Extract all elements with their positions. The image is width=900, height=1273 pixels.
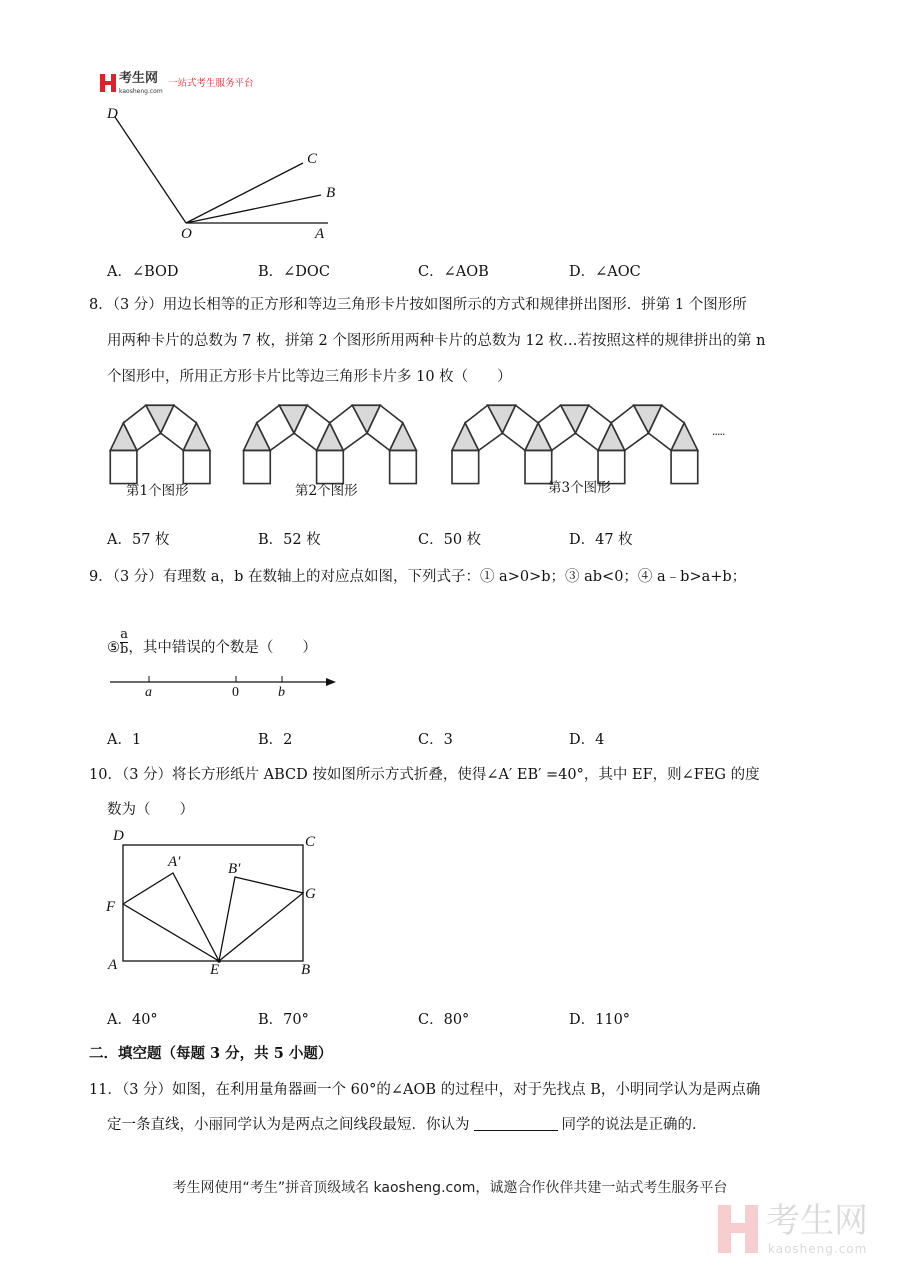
- q8-caption-3: 第3个图形: [548, 480, 611, 496]
- label-A: A: [315, 226, 325, 242]
- square-card: [110, 450, 137, 483]
- q10-fold-figure: [115, 840, 315, 970]
- q8-pattern-figure: [100, 390, 740, 505]
- q10-option-c[interactable]: C．80°: [418, 1012, 470, 1028]
- section-heading: 二．填空题（每题 3 分，共 5 小题）: [89, 1045, 333, 1062]
- axis-label-0: 0: [232, 685, 239, 700]
- frac-numerator: a: [120, 626, 129, 642]
- axis-label-b: b: [278, 685, 285, 700]
- label-G: G: [305, 886, 316, 902]
- q9-text-line2: [107, 626, 317, 664]
- label-F: F: [106, 899, 116, 915]
- q9-option-d[interactable]: D．4: [569, 732, 605, 748]
- q10-text-line1: 10．（3 分）将长方形纸片 ABCD 按如图所示方式折叠，使得∠A′ EB′ =40°，其中 EF，则∠FEG 的度: [89, 767, 760, 783]
- watermark-logo: [718, 1203, 888, 1259]
- q9-option-a[interactable]: A．1: [107, 732, 142, 748]
- square-card: [244, 450, 271, 483]
- label-E: E: [210, 962, 220, 978]
- watermark-domain: kaosheng.com: [768, 1242, 868, 1256]
- square-card: [452, 450, 479, 483]
- q8-option-d[interactable]: D．47 枚: [569, 532, 633, 548]
- q8-option-c[interactable]: C．50 枚: [418, 532, 482, 548]
- header-logo: [100, 72, 270, 96]
- q9-text-suffix: ，其中错误的个数是（ ）: [128, 640, 317, 656]
- q7-angle-figure: [100, 105, 360, 245]
- q11-text-line1: 11．（3 分）如图，在利用量角器画一个 60°的∠AOB 的过程中，对于先找点 B，小明同学认为是两点确: [89, 1082, 761, 1098]
- q9-text-line1: 9．（3 分）有理数 a，b 在数轴上的对应点如图，下列式子：① a>0>b；③ ab<0；④ a﹣b>a+b；: [89, 569, 747, 585]
- q10-option-a[interactable]: A．40°: [107, 1012, 158, 1028]
- square-card: [390, 450, 417, 483]
- label-B: B: [326, 185, 336, 201]
- label-D: D: [107, 106, 118, 122]
- footer-text: 考生网使用“考生”拼音顶级域名 kaosheng.com，诚邀合作伙伴共建一站式考生服务平台: [172, 1180, 728, 1196]
- q9-option-b[interactable]: B．2: [258, 732, 293, 748]
- logo-icon: [100, 74, 116, 92]
- q10-text-line2: 数为（ ）: [107, 802, 194, 818]
- square-card: [317, 450, 344, 483]
- q7-option-a[interactable]: A．∠BOD: [107, 264, 179, 280]
- q7-option-d[interactable]: D．∠AOC: [569, 264, 641, 280]
- q7-option-b[interactable]: B．∠DOC: [258, 264, 330, 280]
- q8-text-line3: 个图形中，所用正方形卡片比等边三角形卡片多 10 枚（ ）: [107, 369, 512, 385]
- label-C: C: [307, 151, 318, 167]
- label-B-prime: B′: [228, 861, 241, 877]
- q11-answer-blank[interactable]: [474, 1116, 558, 1131]
- frac-denominator: b: [120, 641, 129, 657]
- watermark-logo-icon: [718, 1205, 758, 1253]
- q8-ellipsis: ·····: [712, 428, 725, 441]
- label-A-prime: A′: [168, 854, 181, 870]
- watermark-text: 考生网: [766, 1201, 868, 1241]
- q8-text-line2: 用两种卡片的总数为 7 枚，拼第 2 个图形所用两种卡片的总数为 12 枚…若按照这样的规律拼出的第 n: [107, 333, 766, 349]
- q9-number-line: [105, 672, 345, 692]
- q10-option-b[interactable]: B．70°: [258, 1012, 309, 1028]
- q7-option-c[interactable]: C．∠AOB: [418, 264, 489, 280]
- square-card: [183, 450, 210, 483]
- label-D: D: [113, 828, 124, 844]
- label-C: C: [305, 834, 316, 850]
- q8-caption-1: 第1个图形: [126, 483, 189, 499]
- q10-option-d[interactable]: D．110°: [569, 1012, 631, 1028]
- q8-option-a[interactable]: A．57 枚: [107, 532, 170, 548]
- label-O: O: [181, 226, 192, 242]
- logo-domain: kaosheng.com: [119, 88, 163, 95]
- q11-text-b: 同学的说法是正确的．: [561, 1117, 707, 1133]
- label-A: A: [108, 957, 118, 973]
- q9-circled-5: ⑤: [107, 640, 120, 656]
- q8-caption-2: 第2个图形: [295, 483, 358, 499]
- q8-text-line1: 8．（3 分）用边长相等的正方形和等边三角形卡片按如图所示的方式和规律拼出图形．拼第 1 个图形所: [89, 297, 747, 313]
- axis-label-a: a: [145, 685, 152, 700]
- q9-option-c[interactable]: C．3: [418, 732, 453, 748]
- q11-text-a: 定一条直线，小丽同学认为是两点之间线段最短．你认为: [107, 1117, 470, 1133]
- q11-text-line2: [107, 1116, 707, 1134]
- header-slogan: 一站式考生服务平台: [168, 78, 254, 89]
- q8-option-b[interactable]: B．52 枚: [258, 532, 321, 548]
- label-B: B: [301, 962, 311, 978]
- logo-text: 考生网: [119, 71, 159, 86]
- square-card: [671, 450, 698, 483]
